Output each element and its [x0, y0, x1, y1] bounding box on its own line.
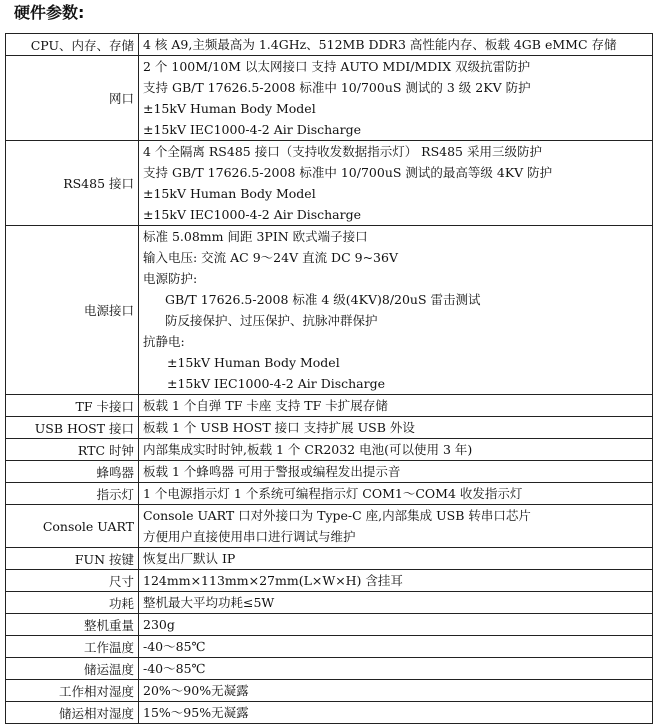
- row-value: [139, 141, 653, 226]
- table-row: [6, 680, 653, 702]
- value-line: 板载 1 个 USB HOST 接口 支持扩展 USB 外设: [143, 420, 415, 435]
- value-line: 内部集成实时时钟,板载 1 个 CR2032 电池(可以使用 3 年): [143, 442, 473, 457]
- row-label: 网口: [6, 56, 139, 141]
- value-line: 15%～95%无凝露: [143, 705, 249, 720]
- table-row: [6, 548, 653, 570]
- row-label: RTC 时钟: [6, 439, 139, 461]
- row-label: 储运相对湿度: [6, 702, 139, 724]
- table-row: [6, 226, 653, 395]
- row-label: 整机重量: [6, 614, 139, 636]
- table-row: [6, 592, 653, 614]
- value-line: ±15kV IEC1000-4-2 Air Discharge: [167, 376, 386, 391]
- table-row: [6, 614, 653, 636]
- value-line: 方便用户直接使用串口进行调试与维护: [143, 529, 356, 544]
- value-line: 支持 GB/T 17626.5-2008 标准中 10/700uS 测试的 3 级 2KV 防护: [143, 80, 531, 95]
- value-line: 230g: [143, 617, 175, 632]
- table-row: [6, 505, 653, 548]
- value-line: ±15kV IEC1000-4-2 Air Discharge: [143, 122, 362, 137]
- row-label: 工作温度: [6, 636, 139, 658]
- page-title: 硬件参数:: [14, 3, 85, 22]
- value-line: 124mm×113mm×27mm(L×W×H) 含挂耳: [143, 573, 403, 588]
- row-value: [139, 226, 653, 395]
- table-row: [6, 56, 653, 141]
- value-line: 2 个 100M/10M 以太网接口 支持 AUTO MDI/MDIX 双级抗雷防护: [143, 59, 531, 74]
- row-value: [139, 636, 653, 658]
- row-value: [139, 483, 653, 505]
- hardware-spec-table: [5, 33, 653, 724]
- table-row: [6, 34, 653, 56]
- row-label: 工作相对湿度: [6, 680, 139, 702]
- value-line: 整机最大平均功耗≤5W: [143, 595, 275, 610]
- table-row: [6, 417, 653, 439]
- row-label: 储运温度: [6, 658, 139, 680]
- value-line: 支持 GB/T 17626.5-2008 标准中 10/700uS 测试的最高等级 4KV 防护: [143, 165, 553, 180]
- row-label: 指示灯: [6, 483, 139, 505]
- value-line: ±15kV Human Body Model: [143, 101, 316, 116]
- value-line: 输入电压: 交流 AC 9～24V 直流 DC 9~36V: [143, 250, 398, 265]
- row-label: 功耗: [6, 592, 139, 614]
- value-line: 1 个电源指示灯 1 个系统可编程指示灯 COM1～COM4 收发指示灯: [143, 486, 523, 501]
- row-label: 蜂鸣器: [6, 461, 139, 483]
- value-line: 防反接保护、过压保护、抗脉冲群保护: [165, 313, 378, 328]
- value-line: 恢复出厂默认 IP: [143, 551, 236, 566]
- value-line: 20%～90%无凝露: [143, 683, 249, 698]
- table-row: [6, 395, 653, 417]
- value-line: -40～85℃: [143, 661, 206, 676]
- value-line: 标准 5.08mm 间距 3PIN 欧式端子接口: [143, 229, 368, 244]
- table-row: [6, 141, 653, 226]
- row-label: CPU、内存、存储: [6, 34, 139, 56]
- row-value: [139, 592, 653, 614]
- value-line: 板载 1 个自弹 TF 卡座 支持 TF 卡扩展存储: [143, 398, 388, 413]
- row-label: RS485 接口: [6, 141, 139, 226]
- row-value: [139, 417, 653, 439]
- row-label: 电源接口: [6, 226, 139, 395]
- value-line: 抗静电:: [143, 334, 185, 349]
- row-value: [139, 395, 653, 417]
- table-row: [6, 483, 653, 505]
- row-value: [139, 56, 653, 141]
- row-label: USB HOST 接口: [6, 417, 139, 439]
- value-line: 电源防护:: [143, 271, 198, 286]
- row-value: [139, 680, 653, 702]
- row-value: [139, 614, 653, 636]
- table-row: [6, 658, 653, 680]
- row-value: [139, 570, 653, 592]
- spec-table-body: [6, 34, 653, 724]
- row-value: [139, 505, 653, 548]
- row-label: FUN 按键: [6, 548, 139, 570]
- row-value: [139, 439, 653, 461]
- row-value: [139, 548, 653, 570]
- value-line: GB/T 17626.5-2008 标准 4 级(4KV)8/20uS 雷击测试: [165, 292, 481, 307]
- row-value: [139, 34, 653, 56]
- row-value: [139, 658, 653, 680]
- table-row: [6, 636, 653, 658]
- value-line: Console UART 口对外接口为 Type-C 座,内部集成 USB 转串口芯片: [143, 508, 531, 523]
- value-line: -40～85℃: [143, 639, 206, 654]
- value-line: 4 个全隔离 RS485 接口（支持收发数据指示灯） RS485 采用三级防护: [143, 144, 542, 159]
- row-label: Console UART: [6, 505, 139, 548]
- value-line: ±15kV Human Body Model: [167, 355, 340, 370]
- row-label: 尺寸: [6, 570, 139, 592]
- value-line: 板载 1 个蜂鸣器 可用于警报或编程发出提示音: [143, 464, 401, 479]
- value-line: ±15kV IEC1000-4-2 Air Discharge: [143, 207, 362, 222]
- table-row: [6, 439, 653, 461]
- value-line: 4 核 A9,主频最高为 1.4GHz、512MB DDR3 高性能内存、板载 4GB eMMC 存储: [143, 37, 617, 52]
- table-row: [6, 570, 653, 592]
- value-line: ±15kV Human Body Model: [143, 186, 316, 201]
- table-row: [6, 702, 653, 724]
- table-row: [6, 461, 653, 483]
- row-label: TF 卡接口: [6, 395, 139, 417]
- row-value: [139, 702, 653, 724]
- row-value: [139, 461, 653, 483]
